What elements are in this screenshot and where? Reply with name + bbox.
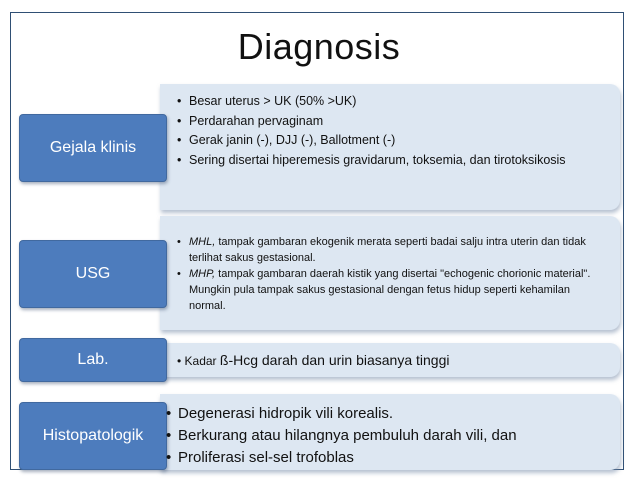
lab-text — [177, 352, 449, 368]
list-item — [177, 234, 607, 266]
usg-mhp-text: tampak gambaran daerah kistik yang disertai "echogenic chorionic material". Mungkin pula tampak sakus gestasional dengan fetus hidup seperti kehamilan normal. — [189, 268, 591, 312]
list-item: • Sering disertai hiperemesis gravidarum, toksemia, dan tirotoksikosis — [177, 151, 612, 171]
list-item: • Gerak janin (-), DJJ (-), Ballotment (-) — [177, 131, 612, 151]
usg-mhl-text: tampak gambaran ekogenik merata seperti badai salju intra uterin dan tidak terlihat sakus gestasional. — [189, 236, 586, 264]
label-lab: Lab. — [19, 338, 167, 382]
list-item — [177, 266, 607, 314]
list-item: • Proliferasi sel-sel trofoblas — [166, 447, 616, 469]
label-usg: USG — [19, 240, 167, 308]
term-mhl: MHL, — [189, 236, 216, 248]
term-mhp: MHP, — [189, 268, 216, 280]
list-histopatologik — [166, 403, 616, 469]
lab-value: ß-Hcg darah dan urin biasanya tinggi — [219, 352, 450, 368]
label-gejala-klinis: Gejala klinis — [19, 114, 167, 182]
slide-title: Diagnosis — [237, 26, 401, 67]
lab-prefix: • Kadar — [177, 354, 220, 368]
list-gejala-klinis — [177, 92, 612, 170]
list-item: • Perdarahan pervaginam — [177, 112, 612, 132]
label-histopatologik: Histopatologik — [19, 402, 167, 470]
list-usg — [177, 234, 607, 314]
list-item: • Degenerasi hidropik vili korealis. — [166, 403, 616, 425]
list-item: • Berkurang atau hilangnya pembuluh darah vili, dan — [166, 425, 616, 447]
list-item: • Besar uterus > UK (50% >UK) — [177, 92, 612, 112]
